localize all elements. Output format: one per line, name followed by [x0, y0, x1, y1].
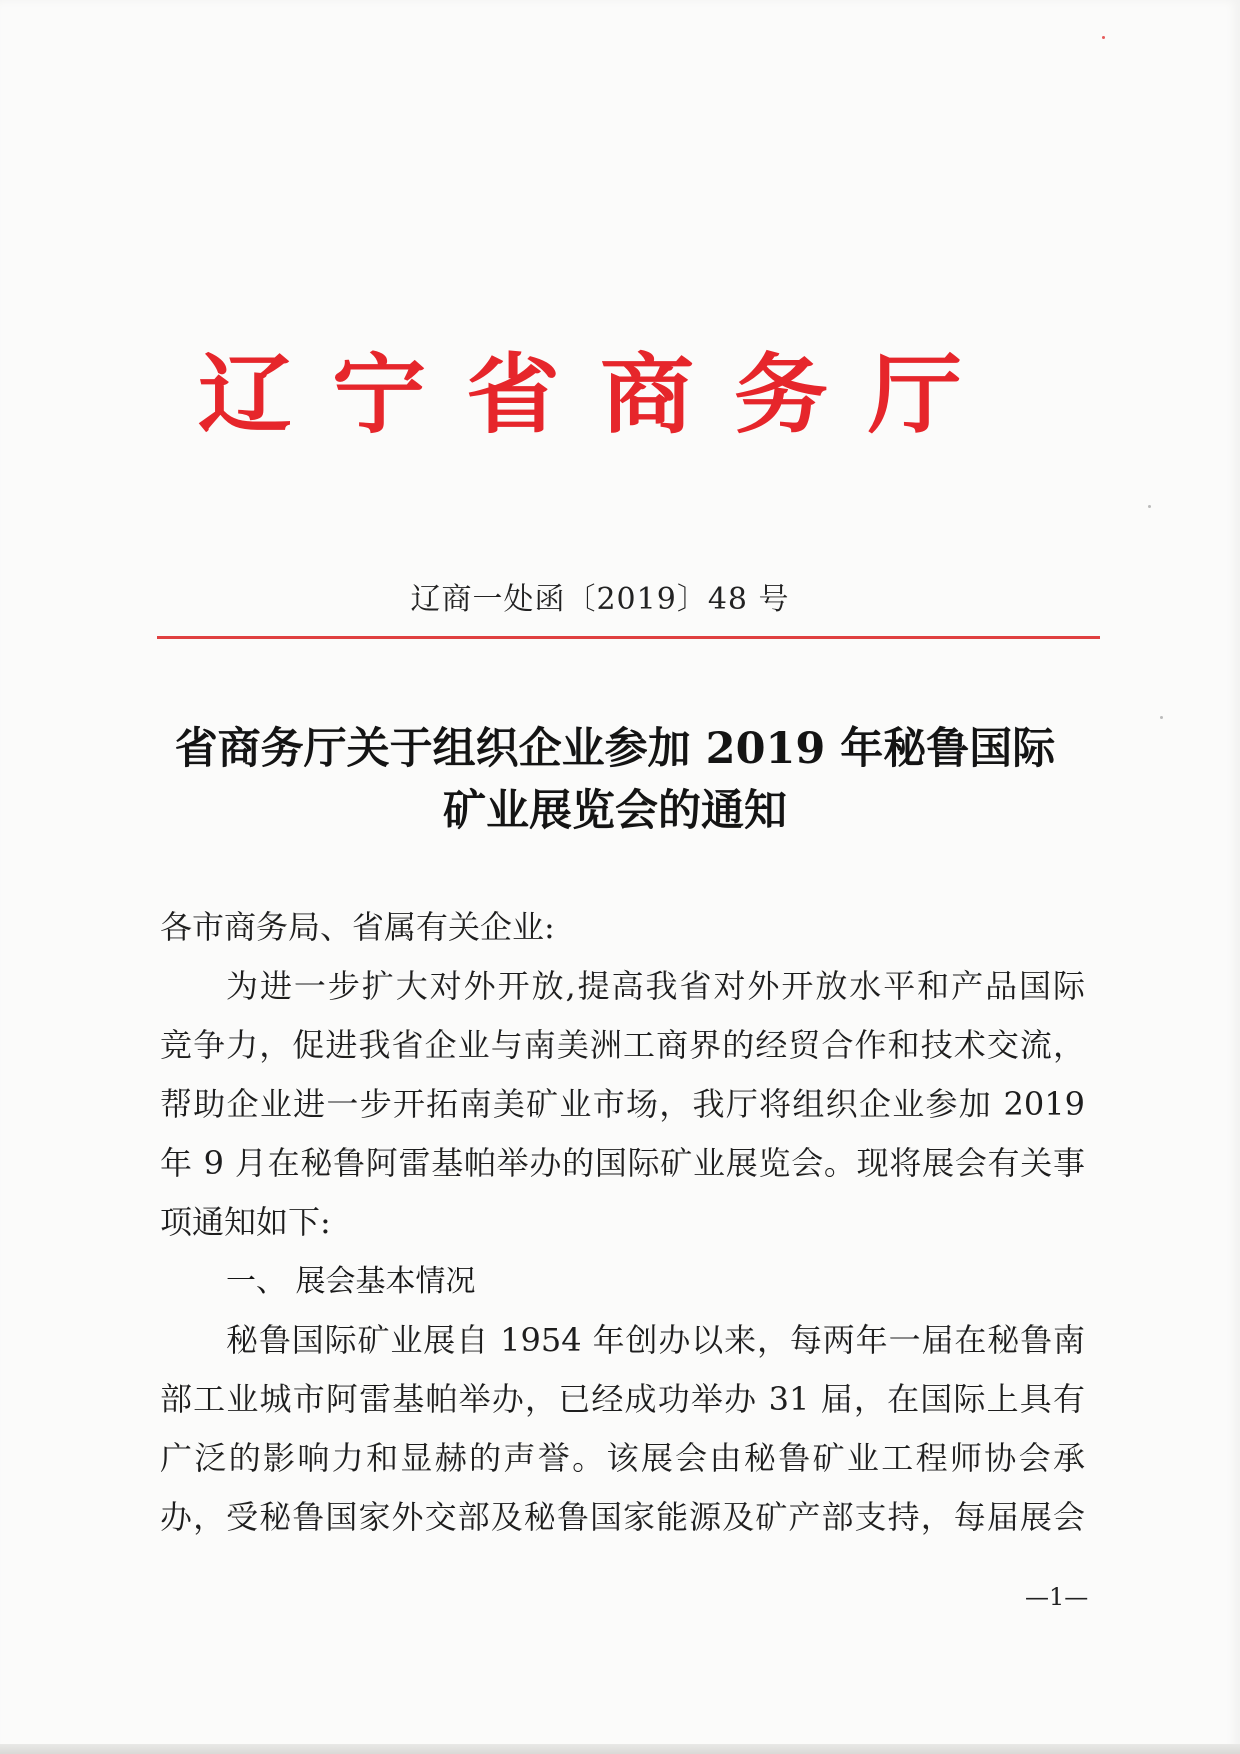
- paragraph-1-line: 竞争力，促进我省企业与南美洲工商界的经贸合作和技术交流，: [160, 1026, 1085, 1064]
- paragraph-1-line: 帮助企业进一步开拓南美矿业市场，我厅将组织企业参加 2019: [160, 1085, 1085, 1123]
- red-divider-line: [157, 636, 1100, 639]
- paragraph-1-line: 项通知如下:: [160, 1203, 331, 1241]
- scan-speck: [1102, 36, 1105, 39]
- notice-body: [160, 898, 1085, 1547]
- page-number: —1—: [1025, 1583, 1089, 1611]
- title-line-1: 省商务厅关于组织企业参加 2019 年秘鲁国际: [174, 724, 1056, 774]
- scan-speck: [1160, 716, 1163, 719]
- scan-bottom-edge: [0, 1744, 1240, 1754]
- paragraph-2-line: 部工业城市阿雷基帕举办，已经成功举办 31 届，在国际上具有: [160, 1380, 1085, 1418]
- paragraph-1-line: 为进一步扩大对外开放,提高我省对外开放水平和产品国际: [226, 967, 1085, 1005]
- section-1-heading: 一、 展会基本情况: [226, 1264, 476, 1299]
- title-line-2: 矿业展览会的通知: [443, 786, 787, 836]
- notice-title: [150, 718, 1080, 842]
- agency-masthead: 辽宁省商务厅: [197, 344, 1002, 446]
- scan-speck: [1148, 505, 1151, 508]
- document-number: 辽商一处函〔2019〕48 号: [410, 582, 790, 617]
- paragraph-2-line: 办，受秘鲁国家外交部及秘鲁国家能源及矿产部支持，每届展会: [160, 1498, 1085, 1536]
- paragraph-1-line: 年 9 月在秘鲁阿雷基帕举办的国际矿业展览会。现将展会有关事: [160, 1144, 1085, 1182]
- paragraph-2-line: 广泛的影响力和显赫的声誉。该展会由秘鲁矿业工程师协会承: [160, 1439, 1085, 1477]
- paragraph-2-line: 秘鲁国际矿业展自 1954 年创办以来，每两年一届在秘鲁南: [226, 1321, 1085, 1359]
- salutation: 各市商务局、省属有关企业:: [160, 908, 555, 946]
